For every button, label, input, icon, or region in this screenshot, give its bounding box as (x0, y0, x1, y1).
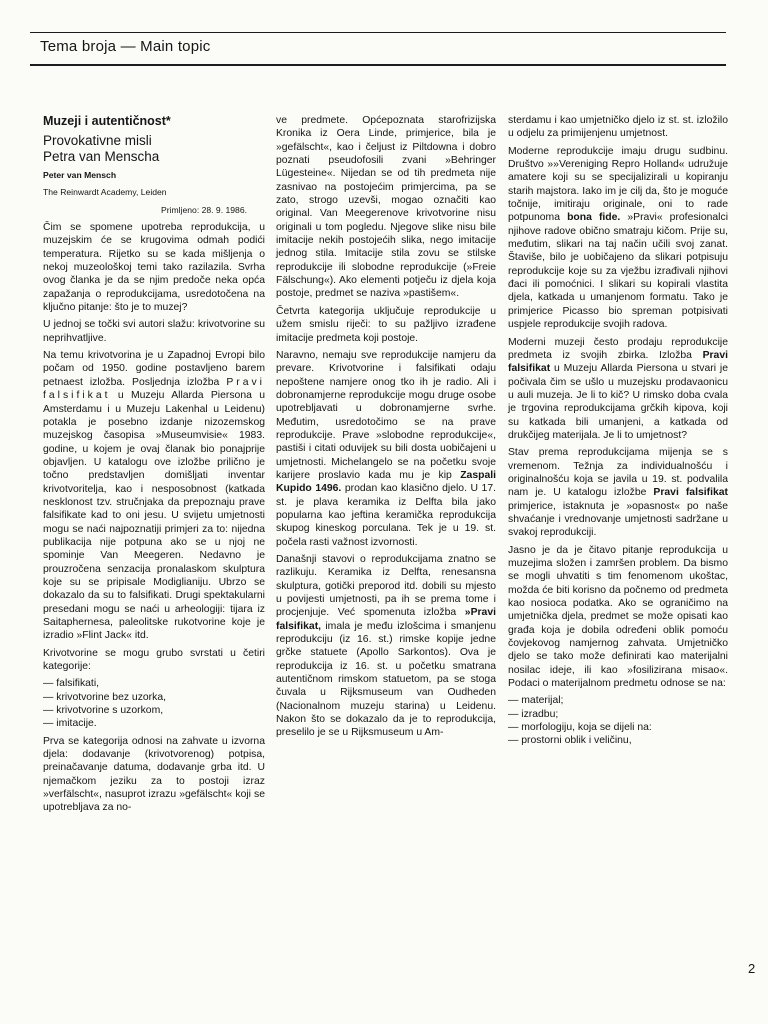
exhibition-name: Pravi falsifikat (43, 376, 265, 402)
paragraph (276, 553, 496, 740)
list-item: — imitacije. (43, 717, 265, 730)
column-1 (43, 114, 265, 819)
text-run: Moderne reprodukcije imaju drugu sudbinu. Društvo »»Vereniging Repro Holland« udružuje amatere koji su se specijalizirali u kopiranju starih majstora. Iako im je cilj da, što je moguće točnije, imitiraju originale, oni to rade potpunoma (508, 145, 728, 224)
exhibition-name: »Pravi falsifikat, (276, 607, 496, 632)
exhibition-name: Pravi falsifikat (653, 487, 728, 499)
header-rule-bottom (30, 64, 726, 66)
header-rule-top (30, 32, 726, 33)
paragraph: sterdamu i kao umjetničko djelo iz st. st. izložilo u odjelu za primijenjenu umjetnost. (508, 115, 728, 140)
subtitle-line-2: Petra van Menscha (43, 149, 160, 164)
paragraph: U jednoj se točki svi autori slažu: krivotvorine su neprihvatljive. (43, 319, 265, 344)
text-run: Moderni muzeji često prodaju reprodukcije predmeta iz svojih zbirka. Izložba (508, 336, 728, 361)
author-name: Peter van Mensch (43, 170, 117, 180)
list-item: — materijal; (508, 694, 728, 707)
paragraph (276, 349, 496, 549)
article-title: Muzeji i autentičnost* (43, 114, 171, 128)
text-run: Na temu krivotvorina je u Zapadnoj Evropi bilo počam od 1950. godine postavljeno barem petnaest izložba. Posljednja izložba (43, 350, 265, 388)
paragraph: Jasno je da je čitavo pitanje reprodukcija u muzejima složen i zamršen problem. Da bismo se mogli uhvatiti s tim fenomenom ukoštac, možda će biti korisno da počnemo od predmeta kao nosioca podatka. Ako se ograničimo na umjetnička djela, predmet se može opisati kao građa koja je dobila određeni oblik pomoću čovjekovog namjernog zahvata. Umjetničko djelo se tako može definirati kao materijalni nosilac ideje, ili kao »fosilizirana misao«. Podaci o materijalnom predmetu odnose se na: (508, 544, 728, 690)
paragraph (508, 145, 728, 332)
paragraph (43, 349, 265, 643)
text-run: u Muzeju Allarda Piersona u Amsterdamu i u Muzeju Lakenhal u Leidenu) potakla je posebno izdanje nizozemskog muzejskog časopisa »Museumvisie« 1983. godine, u kojem je ovaj članak bio ponajprije objavljen. U katalogu ove izložbe prilično je točno predstavljen domišljati inventar krivotvoritelja, kao i nesposobnost (katkada nesklonost tzv. stručnjaka da prepoznaju prave falsifikate kad to oni jesu. U svijetu umjetnosti mogu se naći najpoznatiji primjeri za to: nijedna publikacija nije potpuna ako se u njoj ne spominje Van Meegeren. Nedavno je prouzročena senzacija pronalaskom skulptura koje su se pripisale Modiglianiju. Ubrzo se dokazalo da su to falsifikati. Drugi spektakularni presedani mogu se naći u arheologiji: tijara iz Saitaphernesa, paleolitske rukotvorine koje je izradio »Flint Jack« itd. (43, 390, 265, 642)
list-item: — krivotvorine s uzorkom, (43, 704, 265, 717)
paragraph: ve predmete. Općepoznata starofrizijska Kronika iz Oera Linde, primjerice, bila je »gefälscht«, kao i čeljust iz Piltdowna i dobro poznati pseudofosili zvani »Behringer Lügesteine«. Nijedan se od tih predmeta nije zasnivao na postojećim primjercima, pa se zato, strogo uzevši, mogao označiti kao original. Van Meegerenove krivotvorine nisu originali u tom pogledu. Njegove slike nisu bile imitacije nekih postojećih slika, nego imitacije jednog stila. Imitacije stila zovu se stilske reprodukcije ili slobodne reprodukcije (»Freie Fälschung«). Ako elementi potječu iz djela koja postoje, predmet se naziva »pastišem«. (276, 115, 496, 300)
text-run: primjerice, istaknuta je »opasnost« po naše shvaćanje i vrednovanje umjetnosti sadržane u svakoj reprodukciji. (508, 500, 728, 539)
paragraph: Četvrta kategorija uključuje reprodukcije u užem smislu riječi: to su pažljivo izrađene imitacije predmeta koji postoje. (276, 305, 496, 344)
page-number: 2 (748, 961, 756, 976)
paragraph (508, 446, 728, 539)
exhibition-name: Pravi falsifikat (508, 349, 728, 375)
subtitle-line-1: Provokativne misli (43, 133, 152, 148)
text-run: imala je među izlošcima i smanjenu reprodukciju (iz 16. st.) rimske kopije jedne grčke statuete (Apollo Sarkontos). Ova je reprodukcija iz 16. st. u početku smatrana autentičnom rimskom statuetom, pa se stoga čuvala u Rijksmuseum van Oudheden (Nacionalnom muzeju starina) u Leidenu. Nakon što se dokazalo da je to reprodukcija, preselilo je se u Rijksmuseum u Am- (276, 620, 496, 739)
text-run: u Muzeju Allarda Piersona u stvari je počivala čim se ušlo u muzejsku prodavaonicu u auli muzeja. Je li to kič? U rimsko doba cvala je trgovina reprodukcijama grčkih kipova, koji su katkada bili umanjeni, a katkada od drukčijeg materijala. Je li to umjetnost? (508, 363, 728, 441)
list-item: — izradbu; (508, 708, 728, 721)
text-run: »Pravi« profesionalci njihove radove obično smatraju kičom. Prije su, međutim, slikari na taj način učili svoj zanat. Štaviše, bilo je uobičajeno da slikari potpisuju reprodukcije koje su za vježbu izrađivali njihovi đaci ili pomoćnici. I slikari su kopirali vlastita djela, katkada u umanjenom formatu. Tako je primjerice Picasso bio spreman potpisivati uspjele reprodukcije svojih radova. (508, 212, 728, 331)
artwork-title: Zaspali Kupido 1496. (276, 469, 496, 495)
paragraph (508, 336, 728, 443)
object-data-list (508, 694, 728, 747)
text-run: Današnji stavovi o reprodukcijama znatno se razlikuju. Keramika iz Delfta, renesansna skulptura, gotički preporod itd. dobili su mjesto u povijesti umjetnosti, pa ih se prema tome i procjenjuje. Već spomenuta izložba (276, 554, 496, 619)
list-item: — krivotvorine bez uzorka, (43, 691, 265, 704)
category-list (43, 677, 265, 730)
text-run: Stav prema reprodukcijama mijenja se s vremenom. Težnja za individualnošću i originalnošću koja se javila u 19. st. podvalila nam je. U katalogu izložbe (508, 447, 728, 499)
text-run: prodan kao klasično djelo. U 17. st. je plava keramika iz Delfta bila jako popularna kao jeftina keramička reprodukcija skupog kineskog porculana. Tek je u 19. st. počela rasti važnost izvornosti. (276, 483, 496, 548)
column-2 (276, 114, 496, 744)
list-item: — falsifikati, (43, 677, 265, 690)
emphasis: bona fide. (567, 212, 621, 224)
column-3 (508, 114, 728, 752)
paragraph: Čim se spomene upotreba reprodukcija, u muzejskim će se krugovima odmah podići temperatura. Rijetko su se kada mišljenja o nekoj muzeološkoj temi tako razilazila. Svrha ovog članka je da se njim predoče neka opća zapažanja o reprodukcijama, usredotočena na ključno pitanje: što je to muzej? (43, 222, 265, 314)
section-header: Tema broja — Main topic (40, 38, 211, 55)
article-subtitle (43, 133, 265, 165)
list-item: — morfologiju, koja se dijeli na: (508, 721, 728, 734)
author-affiliation: The Reinwardt Academy, Leiden (43, 187, 167, 198)
received-date: Primljeno: 28. 9. 1986. (161, 204, 247, 215)
paragraph: Krivotvorine se mogu grubo svrstati u četiri kategorije: (43, 647, 265, 673)
paragraph: Prva se kategorija odnosi na zahvate u izvorna djela: dodavanje (krivotvorenog) potpisa, preinačavanje datuma, dodavanje grba itd. U njemačkom jeziku za to postoji izraz »verfälscht«, nasuprot izrazu »gefälscht« koji se upotrebljava za no- (43, 735, 265, 814)
text-run: Naravno, nemaju sve reprodukcije namjeru da prevare. Krivotvorine i falsifikati odaju nepoštene namjere onog tko ih je radio. Ali i dobronamjerne reprodukcije mogu druge osobe upotrebljavati u dobronamjerne svrhe. Međutim, usredotočimo se na prave reprodukcije. Prave »slobodne reprodukcije«, pastiši i citati oduvijek su bili dosta uobičajeni u umjetnosti. Michelangelo se na početku svoje karijere proslavio kada mu je kip (276, 349, 496, 481)
list-item: — prostorni oblik i veličinu, (508, 734, 728, 747)
